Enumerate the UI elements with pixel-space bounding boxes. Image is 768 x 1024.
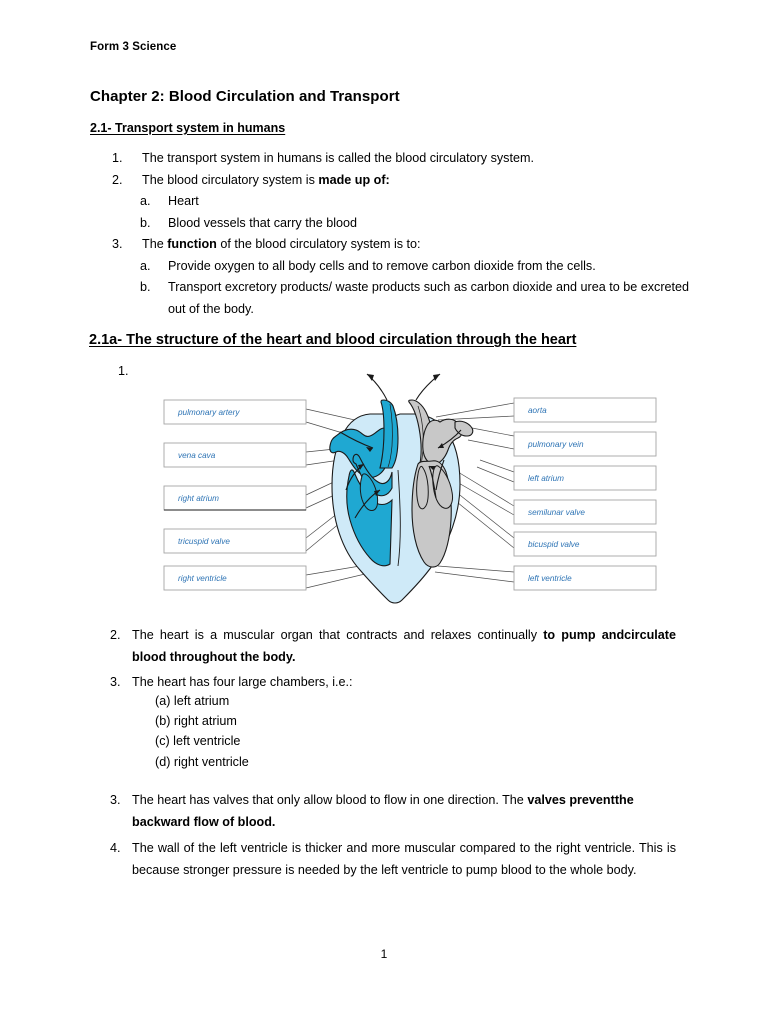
text-run: The heart has valves that only allow blood to flow in one direction. The — [132, 793, 528, 807]
text-run: of the blood circulatory system is to: — [216, 237, 421, 251]
paragraph-item-3b — [110, 790, 676, 833]
label-text: left ventricle — [528, 574, 572, 583]
text-run-bold: valves prevent — [527, 793, 615, 807]
section-heading-2-1: 2.1- Transport system in humans — [90, 121, 286, 135]
text-run: The blood circulatory system is — [142, 172, 319, 187]
chamber-item: (b) right atrium — [155, 714, 237, 729]
chamber-item: (c) left ventricle — [155, 734, 241, 749]
list-item-text — [142, 234, 692, 256]
paragraph-item-2 — [110, 625, 676, 668]
heart-illustration — [330, 374, 473, 603]
list-item — [140, 213, 692, 235]
list-marker: 4. — [110, 841, 121, 855]
paragraph-text: The heart has four large chambers, i.e.: — [132, 675, 353, 689]
list-item — [140, 277, 692, 320]
list-item-text: Blood vessels that carry the blood — [168, 215, 358, 230]
list-marker: 3. — [110, 675, 121, 689]
list-marker: 1. — [112, 151, 123, 165]
label-box-left-ventricle — [514, 566, 656, 590]
chamber-item: (a) left atrium — [155, 694, 230, 708]
list-item-text: Transport excretory products/ waste products such as carbon dioxide and urea to be excreted out of the body. — [168, 280, 690, 316]
label-text: vena cava — [178, 451, 216, 460]
pulmonary-artery-outflow-arrow — [367, 374, 387, 400]
label-text: semilunar valve — [528, 508, 585, 517]
heart-diagram-svg — [150, 360, 670, 610]
text-run-bold: to pump and — [543, 628, 625, 642]
figure-list-marker: 1. — [118, 364, 129, 378]
document-header: Form 3 Science — [90, 41, 177, 53]
list-marker: 3. — [112, 237, 123, 251]
list-marker: b. — [140, 280, 151, 294]
text-run: ventricle. This is because stronger pressure is needed by the left ventricle to pump — [132, 841, 676, 877]
paragraph-text — [132, 790, 676, 833]
list-item-text — [142, 170, 692, 192]
list-item-text: The transport system in humans is called the blood circulatory system. — [142, 151, 534, 165]
left-label-boxes — [164, 400, 306, 590]
list-item-text: Provide oxygen to all body cells and to remove carbon dioxide from the cells. — [168, 258, 596, 273]
paragraph-item-4 — [110, 838, 676, 881]
text-run: The — [142, 237, 168, 251]
list-marker: 3. — [110, 793, 121, 807]
list-marker: b. — [140, 215, 151, 230]
label-text: right ventricle — [178, 574, 227, 583]
label-box-pulmonary-vein — [514, 432, 656, 456]
label-box-right-ventricle — [164, 566, 306, 590]
text-run: blood to the whole body. — [500, 862, 637, 877]
chapter-title: Chapter 2: Blood Circulation and Transport — [90, 88, 400, 105]
label-box-semilunar-valve — [514, 500, 656, 524]
label-box-bicuspid-valve — [514, 532, 656, 556]
page-number: 1 — [380, 947, 388, 961]
list-marker: 2. — [110, 628, 121, 642]
label-text: bicuspid valve — [528, 540, 580, 549]
text-run-bold: made up of: — [318, 172, 390, 187]
label-box-tricuspid-valve — [164, 529, 306, 553]
label-box-left-atrium — [514, 466, 656, 490]
label-box-right-atrium — [164, 486, 306, 510]
right-label-boxes — [514, 398, 656, 590]
list-item — [112, 234, 692, 256]
list-item — [140, 256, 692, 278]
text-run-bold: the backward flow of blood. — [132, 793, 634, 829]
label-box-vena-cava — [164, 443, 306, 467]
list-marker: a. — [140, 258, 151, 273]
label-text: left atrium — [528, 474, 564, 483]
list-item — [112, 148, 692, 170]
list-marker: 2. — [112, 172, 123, 187]
text-run-bold: circulate blood throughout the body. — [132, 628, 676, 664]
text-run: The heart is a muscular organ that contracts and relaxes continually — [132, 628, 544, 642]
paragraph-text — [132, 625, 676, 668]
text-run: The wall of the left ventricle is thicker and more muscular compared to the right — [132, 841, 581, 855]
label-box-aorta — [514, 398, 656, 422]
label-text: aorta — [528, 406, 547, 415]
paragraph-text — [132, 838, 676, 881]
label-text: pulmonary vein — [528, 440, 584, 449]
transport-system-list — [112, 148, 692, 320]
chamber-item: (d) right ventricle — [155, 754, 249, 769]
label-text: pulmonary artery — [178, 408, 240, 417]
label-text: right atrium — [178, 494, 219, 503]
label-box-pulmonary-artery — [164, 400, 306, 424]
text-run-bold: function — [167, 237, 217, 251]
label-text: tricuspid valve — [178, 537, 230, 546]
list-item-text: Heart — [168, 194, 199, 208]
section-heading-2-1a: 2.1a- The structure of the heart and blood circulation through the heart — [89, 332, 577, 348]
heart-diagram-figure — [150, 360, 670, 610]
aorta-outflow-arrow — [416, 374, 440, 400]
list-item — [112, 170, 692, 192]
list-item — [140, 191, 692, 213]
list-marker: a. — [140, 194, 151, 208]
chamber-list — [155, 691, 249, 772]
